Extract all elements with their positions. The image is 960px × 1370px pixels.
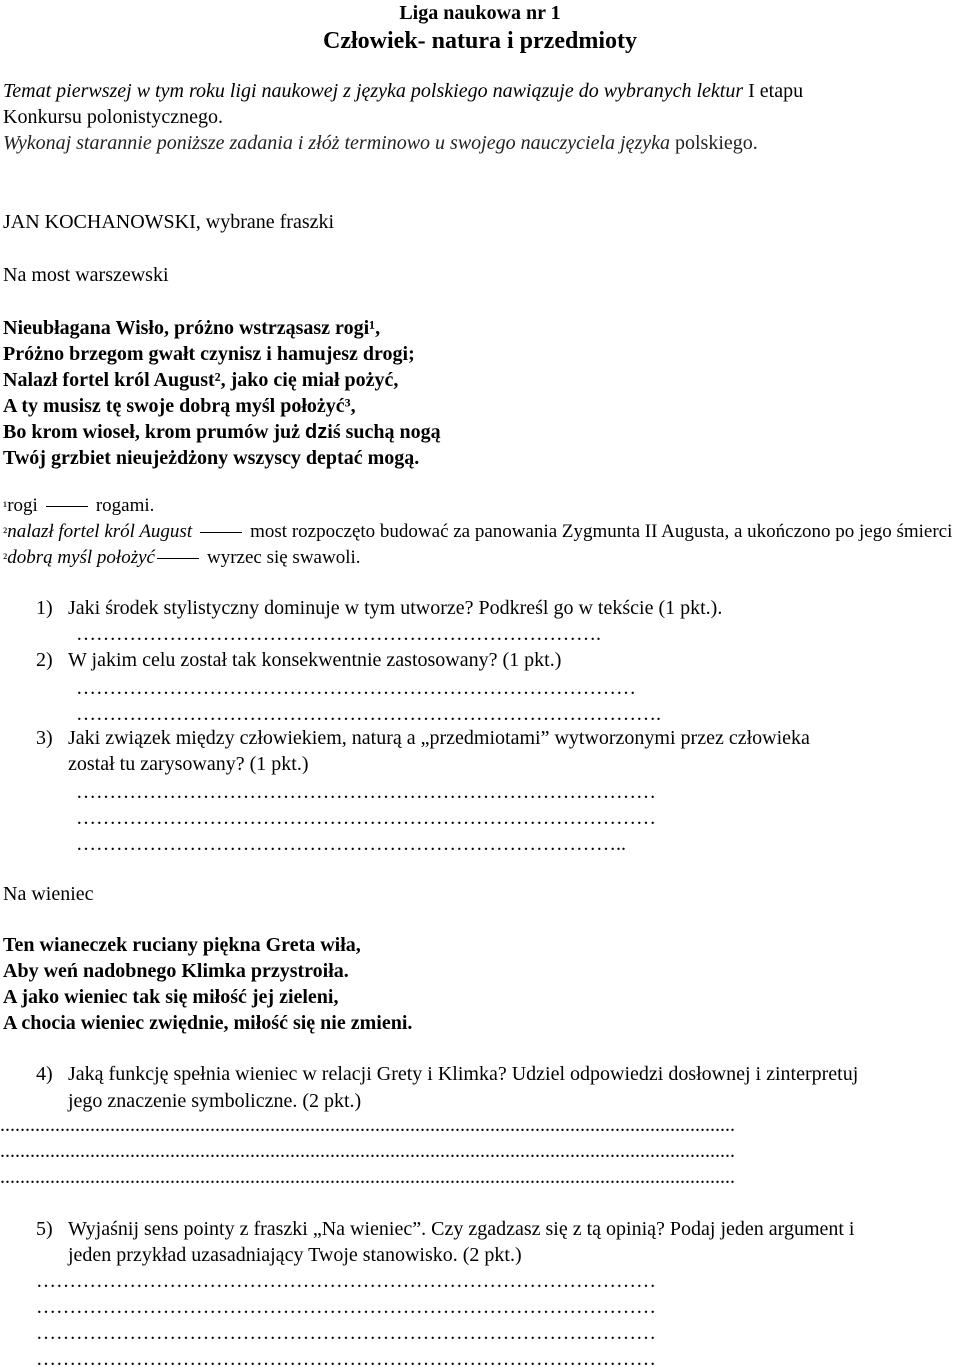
poem-1-title: Na most warszewski: [3, 264, 169, 286]
answer-line[interactable]: …………………………………………………………………………………: [36, 1296, 656, 1318]
intro-paragraph-1-line2: Konkursu polonistycznego.: [3, 106, 223, 128]
intro-2-tail: polskiego.: [674, 132, 758, 154]
poem-2-line: Aby weń nadobnego Klimka przystroiła.: [3, 960, 349, 982]
poem-1-line: Nieubłagana Wisło, próżno wstrząsasz rogi¹,: [3, 317, 381, 339]
answer-line[interactable]: …………………………………………………………………………………: [36, 1348, 656, 1370]
question-3-text: Jaki związek między człowiekiem, naturą a „przedmiotami” wytworzonymi przez człowieka: [68, 727, 810, 749]
intro-paragraph-1: [3, 81, 803, 101]
footnote-3: [3, 548, 361, 567]
footnote-term: nalazł fortel król August: [7, 521, 193, 542]
poem-1-line5-part: Bo krom wioseł, krom prumów już: [3, 421, 306, 443]
poem-1-line: Nalazł fortel król August², jako cię miał pożyć,: [3, 369, 399, 391]
answer-line[interactable]: …………………………………………………………………………….: [76, 703, 661, 725]
question-5-text-line2: jeden przykład uzasadniający Twoje stanowisko. (2 pkt.): [68, 1244, 522, 1266]
question-4-text-line2: jego znaczenie symboliczne. (2 pkt.): [68, 1090, 362, 1112]
em-dash: [46, 506, 88, 507]
footnote-term: rogi: [7, 495, 38, 516]
footnote-1: [3, 496, 154, 515]
footnote-mark: ²: [3, 552, 8, 567]
footnote-mark: ¹: [3, 500, 8, 515]
poem-2-title: Na wieniec: [3, 883, 94, 905]
question-2-text: W jakim celu został tak konsekwentnie zastosowany? (1 pkt.): [68, 649, 562, 671]
question-1-number: 1): [36, 597, 53, 619]
footnote-definition: most rozpoczęto budować za panowania Zygmunta II Augusta, a ukończono po jego śmierci: [250, 521, 953, 542]
poem-1-line: A ty musisz tę swoje dobrą myśl położyć³,: [3, 395, 356, 417]
em-dash: [157, 558, 199, 559]
page-title: Człowiek- natura i przedmioty: [323, 28, 637, 54]
question-5-number: 5): [36, 1218, 53, 1240]
em-dash: [200, 532, 242, 533]
poem-2-line: Ten wianeczek ruciany piękna Greta wiła,: [3, 934, 361, 956]
poem-1-line5-part: iś suchą nogą: [327, 421, 441, 443]
answer-line[interactable]: …………………………………………………………………………………: [36, 1322, 656, 1344]
question-4-text: Jaką funkcję spełnia wieniec w relacji Grety i Klimka? Udziel odpowiedzi dosłownej i zinterpretuj: [68, 1063, 859, 1085]
poem-1-line5-part: dz: [305, 421, 328, 443]
poem-1-line: [3, 422, 441, 442]
author-heading: JAN KOCHANOWSKI, wybrane fraszki: [3, 211, 335, 233]
page-header-title: Liga naukowa nr 1: [399, 2, 561, 24]
answer-line[interactable]: ...................................................................................................................................................: [0, 1115, 735, 1135]
poem-1-line: Twój grzbiet nieujeżdżony wszyscy deptać mogą.: [3, 447, 420, 469]
intro-paragraph-2: [3, 133, 758, 153]
question-5-text: Wyjaśnij sens pointy z fraszki „Na wieniec”. Czy zgadzasz się z tą opinią? Podaj jeden argument i: [68, 1218, 855, 1240]
footnote-term: dobrą myśl położyć: [7, 547, 155, 568]
answer-line[interactable]: ...................................................................................................................................................: [0, 1141, 735, 1161]
footnote-definition: wyrzec się swawoli.: [206, 547, 361, 568]
footnote-2: [3, 522, 952, 541]
answer-line[interactable]: ……………………………………………………………………………: [76, 807, 656, 829]
answer-line[interactable]: …………………………………………………………………………………: [36, 1270, 656, 1292]
question-4-number: 4): [36, 1063, 53, 1085]
intro-1-tail: I etapu: [748, 80, 804, 102]
intro-1-italic: Temat pierwszej w tym roku ligi naukowej z języka polskiego nawiązuje do wybranych lektur: [3, 80, 744, 102]
answer-line[interactable]: ………………………………………………………………………..: [76, 833, 626, 855]
footnote-definition: rogami.: [95, 495, 155, 516]
answer-line[interactable]: …………………………………………………………………….: [76, 623, 601, 645]
question-3-text-line2: został tu zarysowany? (1 pkt.): [68, 753, 309, 775]
answer-line[interactable]: ……………………………………………………………………………: [76, 781, 656, 803]
footnote-mark: ²: [3, 526, 8, 541]
answer-line[interactable]: …………………………………………………………………………: [76, 677, 636, 699]
poem-1-line: Próżno brzegom gwałt czynisz i hamujesz drogi;: [3, 343, 415, 365]
intro-2-italic: Wykonaj starannie poniższe zadania i złóż terminowo u swojego nauczyciela języka: [3, 132, 670, 154]
poem-2-line: A jako wieniec tak się miłość jej zieleni,: [3, 986, 339, 1008]
question-2-number: 2): [36, 649, 53, 671]
question-1-text: Jaki środek stylistyczny dominuje w tym utworze? Podkreśl go w tekście (1 pkt.).: [68, 597, 723, 619]
poem-2-line: A chocia wieniec zwiędnie, miłość się nie zmieni.: [3, 1012, 413, 1034]
answer-line[interactable]: ...................................................................................................................................................: [0, 1167, 735, 1187]
question-3-number: 3): [36, 727, 53, 749]
